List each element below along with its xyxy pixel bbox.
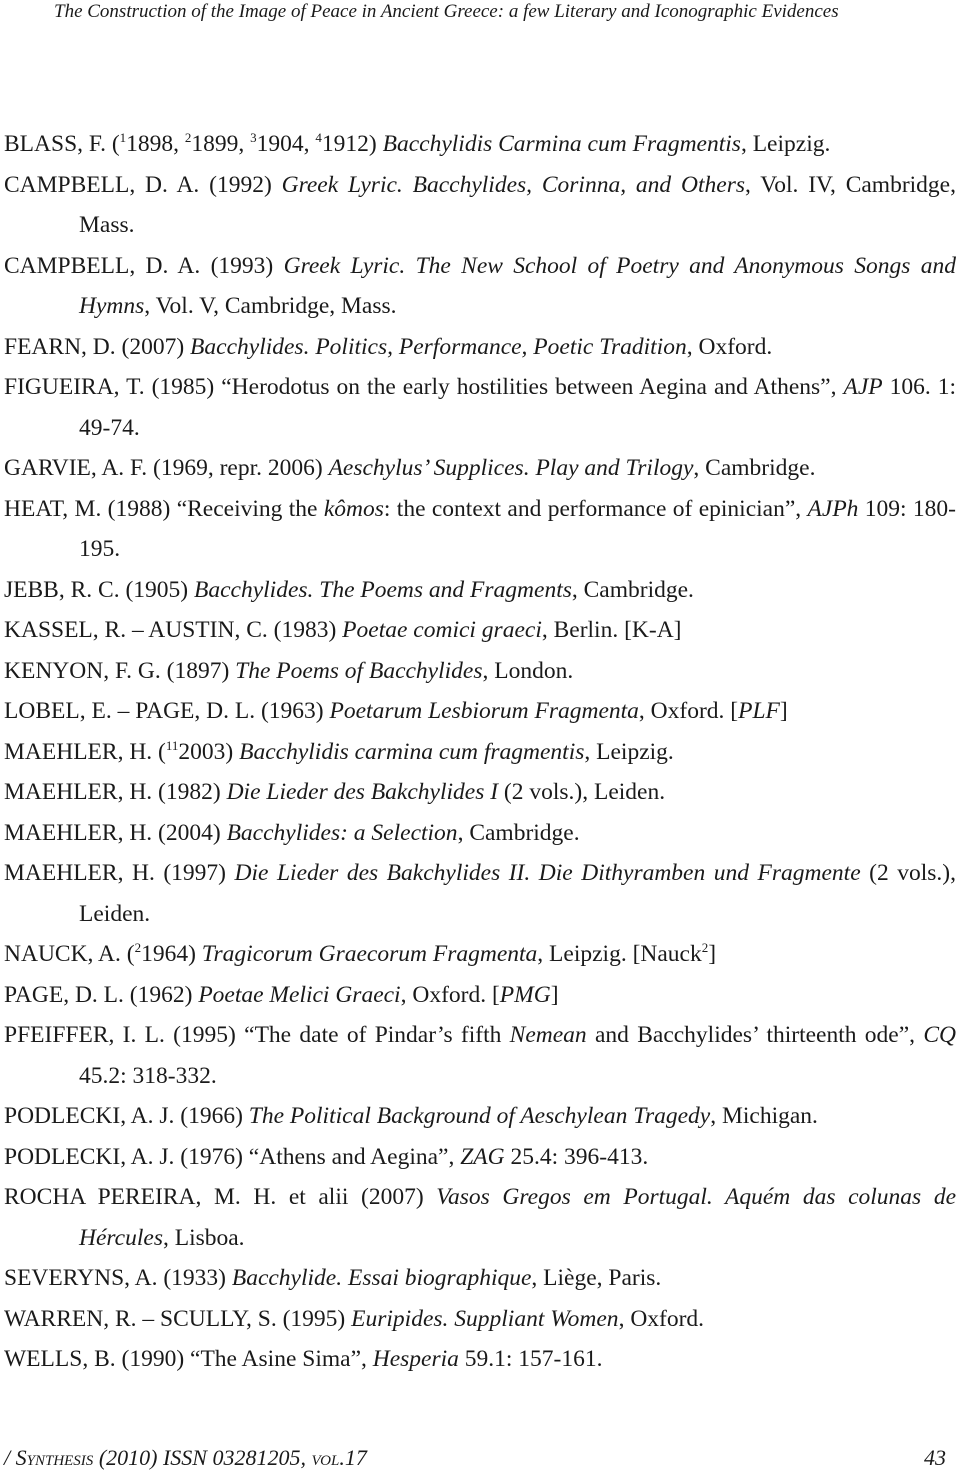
entry-text: , Leipzig. (584, 738, 674, 765)
entry-text: (2 vols.), Leiden. (79, 860, 957, 927)
entry-superscript: 2 (134, 940, 142, 956)
entry-title: Bacchylide. Essai biographique (231, 1265, 532, 1291)
entry-superscript: 2 (701, 940, 709, 956)
entry-title: Bacchylides: a Selection (226, 819, 458, 846)
entry-text: , Michigan. (710, 1103, 818, 1129)
entry-text: BLASS, F. ( (4, 131, 120, 157)
entry-text: 109: 180-195. (79, 495, 957, 562)
entry-text: , London. (482, 657, 574, 684)
entry-text: GARVIE, A. F. (1969, repr. 2006) (4, 455, 329, 481)
entry-title: ZAG (460, 1143, 505, 1170)
bibliography-entry (0, 367, 956, 448)
entry-text: KENYON, F. G. (1897) (4, 657, 236, 684)
entry-title: Greek Lyric. The New School of Poetry and Anonymous Songs and Hymns (79, 252, 956, 319)
entry-text: 1899, (191, 131, 251, 157)
entry-title: AJPh (807, 495, 859, 522)
bibliography-entry (0, 975, 956, 1016)
running-header (54, 0, 954, 24)
entry-text: , Oxford. [ (638, 698, 739, 724)
bibliography-entry (0, 1258, 956, 1299)
entry-title: Poetae Melici Graeci (198, 981, 401, 1008)
entry-text: , Cambridge. (457, 819, 580, 846)
entry-text: CAMPBELL, D. A. (1992) (4, 171, 282, 198)
entry-title: Bacchylides. Politics, Performance, Poetic Tradition (190, 333, 687, 360)
entry-text: , Cambridge. (693, 455, 816, 481)
entry-title: Bacchylidis carmina cum fragmentis (239, 738, 585, 765)
bibliography-entry (0, 732, 956, 773)
entry-text: : the context and performance of epinician”, (383, 495, 808, 522)
entry-text: 45.2: 318-332. (79, 1062, 217, 1089)
entry-title: Bacchylides. The Poems and Fragments (193, 576, 572, 603)
entry-text: 1964) (141, 941, 202, 967)
entry-text: WARREN, R. – SCULLY, S. (1995) (4, 1305, 352, 1332)
entry-superscript: 11 (165, 737, 179, 753)
entry-text: ] (779, 698, 788, 724)
entry-text: , Leipzig. (740, 131, 831, 157)
entry-text: MAEHLER, H. (1982) (4, 779, 227, 805)
bibliography-entry (0, 448, 956, 489)
entry-title: Tragicorum Graecorum Fragmenta (201, 941, 538, 967)
entry-text: 106. 1: 49-74. (79, 374, 957, 441)
entry-text: 1904, (256, 131, 316, 157)
entry-text: MAEHLER, H. (1997) (4, 860, 235, 886)
entry-text: ROCHA PEREIRA, M. H. et alii (2007) (4, 1184, 437, 1210)
entry-title: Die Lieder des Bakchylides II. Die Dithyramben und Fragmente (234, 860, 861, 886)
entry-title: PLF (738, 698, 780, 724)
bibliography-entry (0, 691, 956, 732)
entry-title: The Political Background of Aeschylean Tragedy (248, 1103, 711, 1129)
bibliography-entry (0, 1096, 956, 1137)
entry-text: WELLS, B. (1990) “The Asine Sima”, (4, 1346, 373, 1372)
entry-text: PODLECKI, A. J. (1976) “Athens and Aegina”, (4, 1143, 461, 1170)
page-number: 43 (924, 1445, 946, 1470)
entry-title: Aeschylus’ Supplices. Play and Trilogy (328, 455, 694, 481)
entry-text: JEBB, R. C. (1905) (4, 576, 194, 603)
entry-text: , Vol. IV, Cambridge, Mass. (79, 171, 956, 238)
bibliography-entry (0, 327, 956, 368)
entry-text: PODLECKI, A. J. (1966) (4, 1103, 249, 1129)
entry-title: The Poems of Bacchylides (235, 657, 483, 684)
entry-text: NAUCK, A. ( (4, 941, 135, 967)
entry-title: PMG (499, 981, 551, 1008)
entry-text: , Liège, Paris. (531, 1265, 662, 1291)
bibliography-entry (0, 772, 956, 813)
entry-text: ] (550, 981, 559, 1008)
entry-text: , Cambridge. (571, 576, 694, 603)
bibliography-entry (0, 610, 956, 651)
entry-text: , Berlin. [K-A] (541, 617, 682, 643)
footer-citation (4, 1444, 367, 1472)
entry-text: (2 vols.), Leiden. (498, 779, 666, 805)
entry-superscript: 3 (250, 130, 257, 146)
entry-title: Hesperia (372, 1346, 459, 1372)
entry-text: MAEHLER, H. (2004) (4, 819, 227, 846)
entry-text: LOBEL, E. – PAGE, D. L. (1963) (4, 698, 330, 724)
bibliography-entry (0, 124, 956, 165)
entry-text: FIGUEIRA, T. (1985) “Herodotus on the early hostilities between Aegina and Athens”, (4, 374, 844, 400)
entry-text: MAEHLER, H. ( (4, 738, 166, 765)
entry-title: AJP (843, 374, 883, 400)
entry-title: Poetarum Lesbiorum Fragmenta (329, 698, 639, 724)
bibliography-entry (0, 1015, 956, 1096)
bibliography-entry (0, 1177, 956, 1258)
entry-superscript: 1 (119, 130, 127, 146)
entry-text: 1912) (321, 131, 383, 157)
entry-text: 2003) (178, 738, 240, 765)
entry-title: CQ (923, 1022, 956, 1048)
footer-issue-info: (2010) ISSN 03281205, (93, 1445, 312, 1470)
entry-title: kômos (323, 495, 384, 522)
entry-text: SEVERYNS, A. (1933) (4, 1265, 232, 1291)
bibliography-entry (0, 853, 956, 934)
bibliography-entry (0, 813, 956, 854)
entry-text: , Leipzig. [Nauck (537, 941, 702, 967)
entry-text: ] (708, 941, 717, 967)
entry-text: FEARN, D. (2007) (4, 333, 191, 360)
entry-text: 25.4: 396-413. (504, 1143, 649, 1170)
entry-text: KASSEL, R. – AUSTIN, C. (1983) (4, 617, 343, 643)
entry-text: HEAT, M. (1988) “Receiving the (4, 495, 324, 522)
footer-journal: Synthesis (15, 1445, 94, 1470)
bibliography-entry (0, 489, 956, 570)
entry-title: Vasos Gregos em Portugal. Aquém das colunas de Hércules (79, 1184, 956, 1251)
entry-title: Poetae comici graeci (342, 617, 542, 643)
entry-title: Bacchylidis Carmina cum Fragmentis (382, 131, 741, 157)
footer-volume: vol.17 (311, 1445, 367, 1470)
entry-superscript: 2 (184, 130, 192, 146)
entry-text: , Oxford. [ (400, 981, 500, 1008)
bibliography-list (0, 124, 956, 1380)
entry-text: , Lisboa. (162, 1224, 245, 1251)
entry-title: Die Lieder des Bakchylides I (226, 779, 499, 805)
entry-text: , Vol. V, Cambridge, Mass. (144, 293, 397, 319)
bibliography-entry (0, 570, 956, 611)
entry-text: 59.1: 157-161. (458, 1346, 603, 1372)
bibliography-entry (0, 1137, 956, 1178)
entry-text: CAMPBELL, D. A. (1993) (4, 252, 284, 279)
entry-title: Greek Lyric. Bacchylides, Corinna, and Others (281, 171, 745, 198)
bibliography-entry (0, 165, 956, 246)
bibliography-entry (0, 1299, 956, 1340)
running-title: The Construction of the Image of Peace in Ancient Greece: a few Literary and Iconographic Evidences (54, 1, 839, 22)
entry-superscript: 4 (315, 130, 322, 146)
entry-title: Nemean (509, 1022, 587, 1048)
bibliography-entry (0, 1339, 956, 1380)
entry-text: 1898, (126, 131, 185, 157)
entry-text: PAGE, D. L. (1962) (4, 981, 199, 1008)
bibliography-entry (0, 246, 956, 327)
bibliography-entry (0, 651, 956, 692)
entry-text: and Bacchylides’ thirteenth ode”, (586, 1022, 924, 1048)
entry-text: , Oxford. (618, 1305, 705, 1332)
entry-text: PFEIFFER, I. L. (1995) “The date of Pindar’s fifth (4, 1022, 510, 1048)
entry-text: , Oxford. (686, 333, 773, 360)
bibliography-entry (0, 934, 956, 975)
entry-title: Euripides. Suppliant Women (351, 1305, 619, 1332)
footer-prefix: / (4, 1445, 16, 1470)
